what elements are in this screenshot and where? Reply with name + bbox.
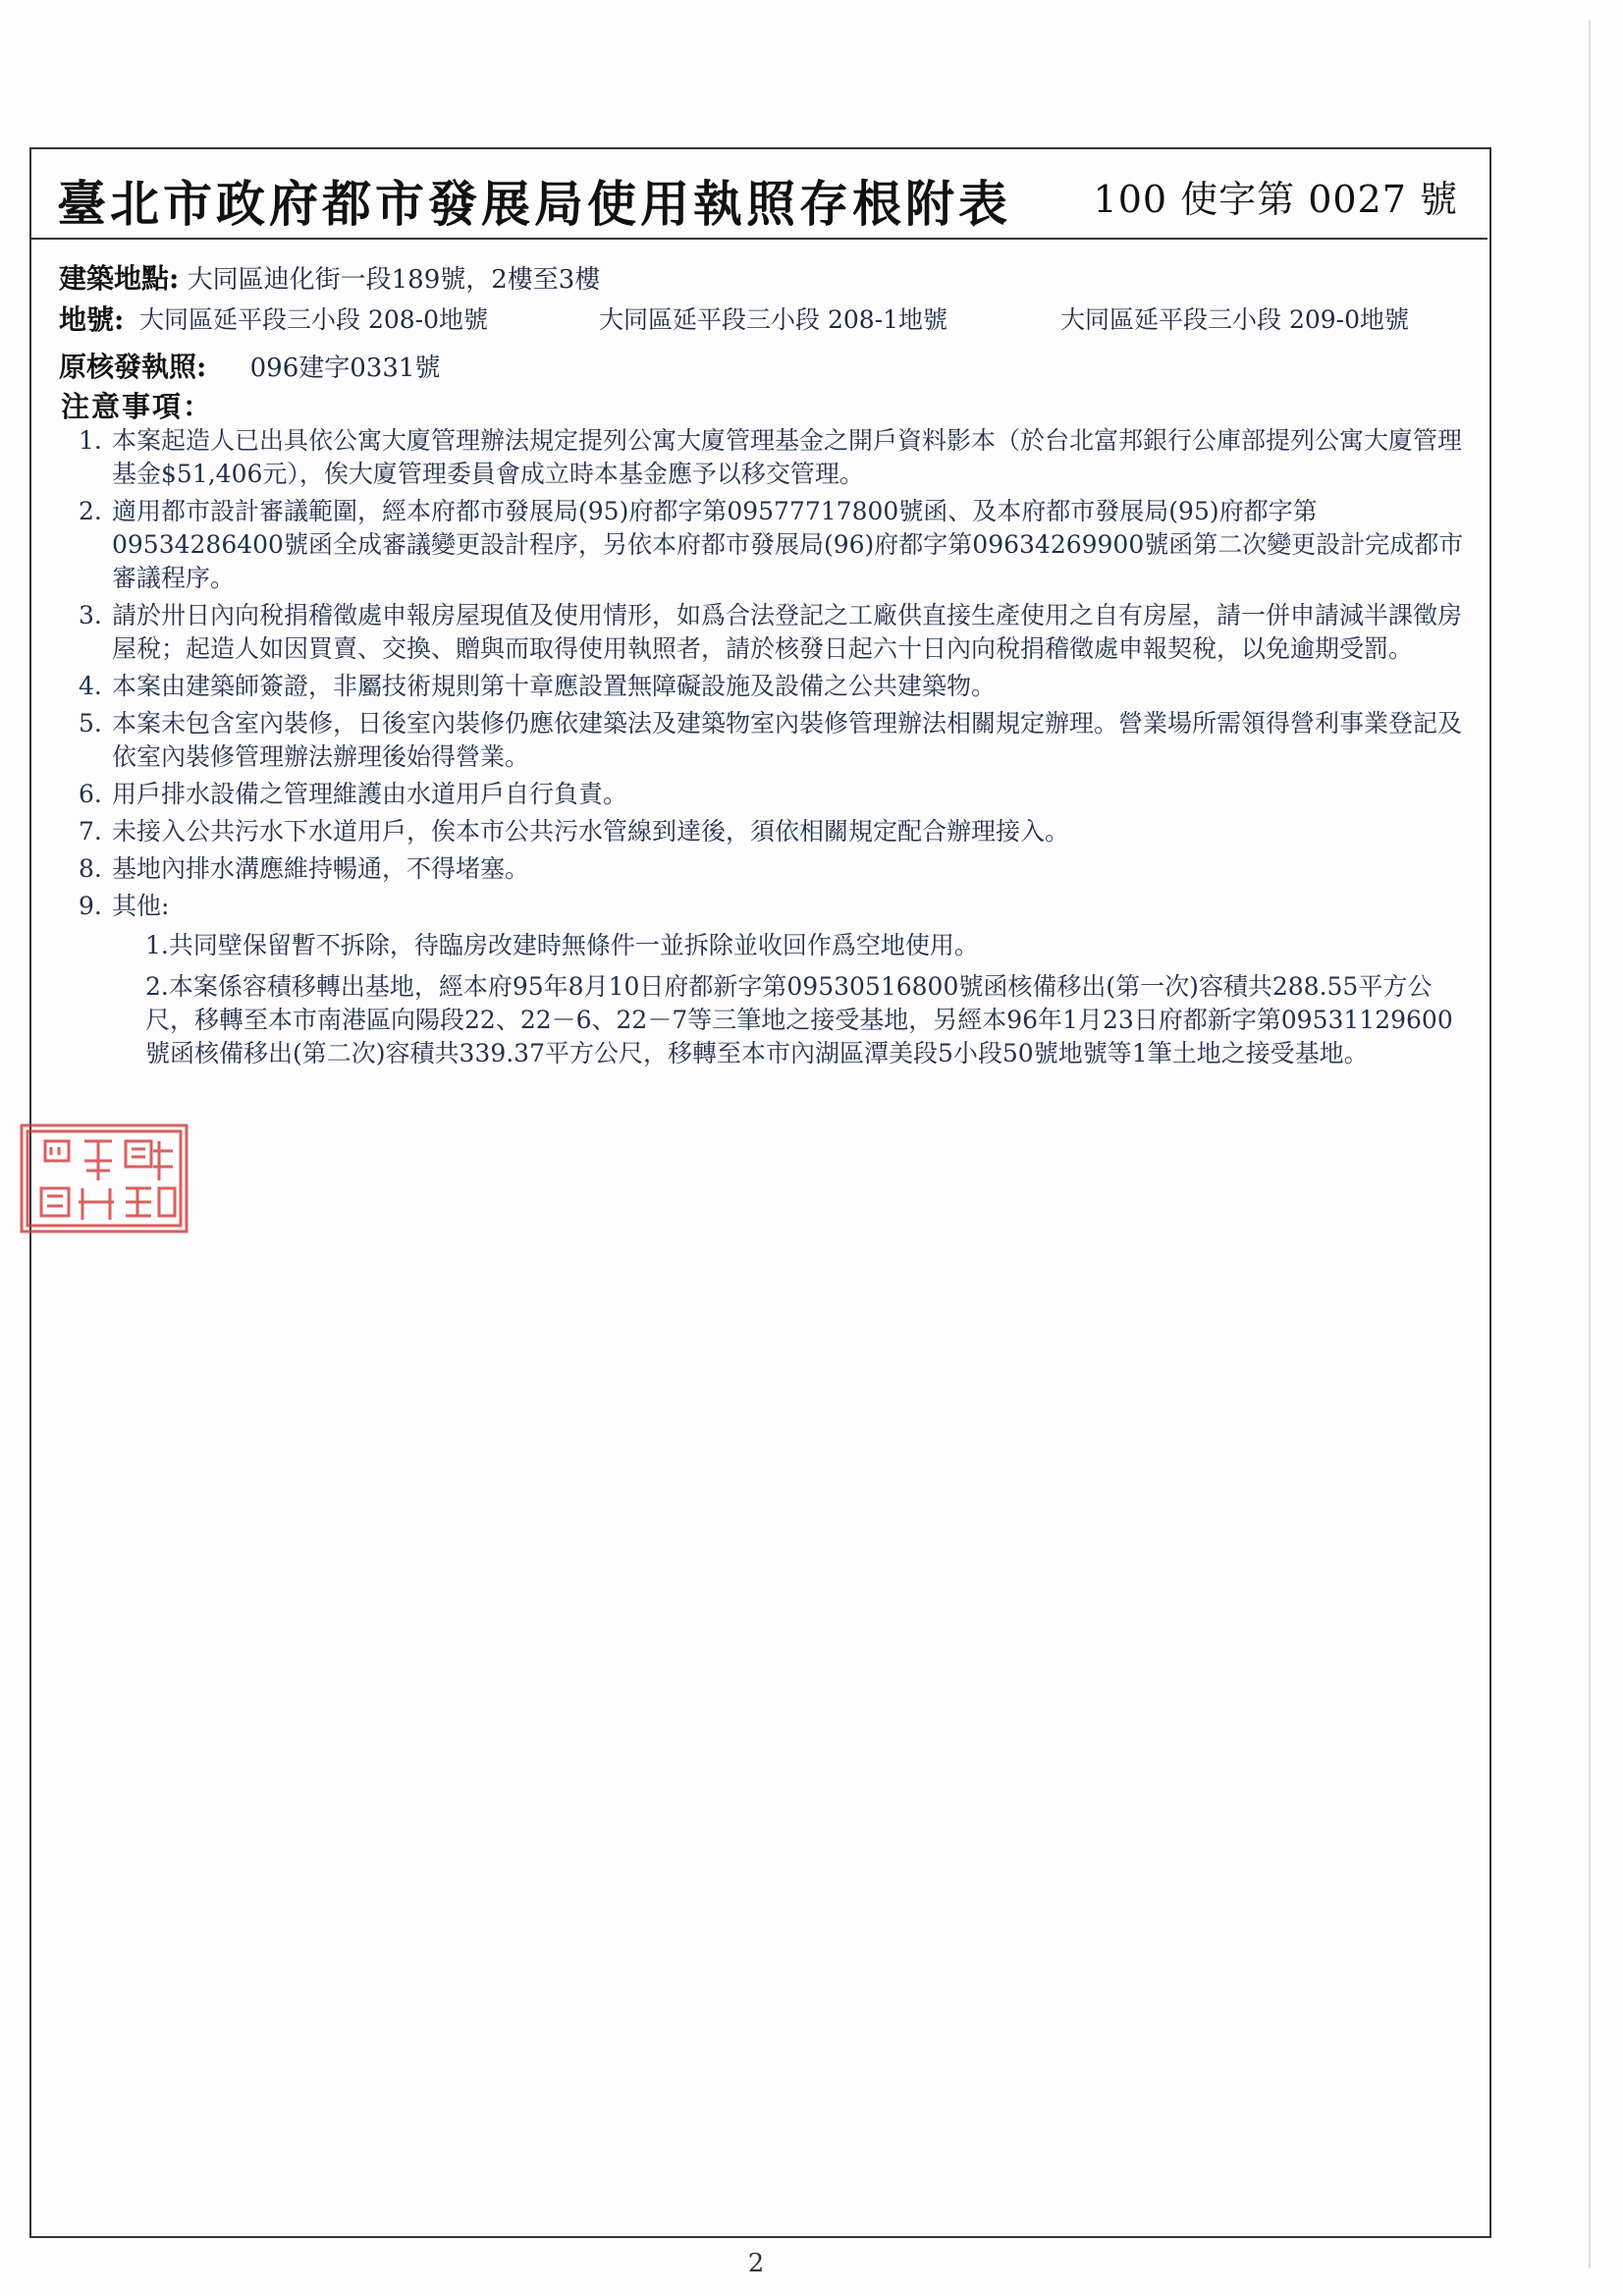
note-text: 本案起造人已出具依公寓大廈管理辦法規定提列公寓大廈管理基金之開戶資料影本（於台北富邦銀行公庫部提列公寓大廈管理基金$51,406元），俟大廈管理委員會成立時本基金應予以移交管理。 — [112, 426, 1463, 488]
note-item — [79, 424, 1473, 491]
original-permit-label: 原核發執照: — [59, 351, 207, 383]
note-text: 其他: — [112, 892, 170, 920]
lot-label: 地號: — [59, 303, 125, 336]
address-value: 大同區迪化街一段189號，2樓至3樓 — [187, 265, 601, 295]
note-text: 未接入公共污水下水道用戶，俟本市公共污水管線到達後，須依相關規定配合辦理接入。 — [112, 817, 1070, 846]
scan-edge — [1589, 20, 1591, 2269]
other-note-item: 2.本案係容積移轉出基地，經本府95年8月10日府都新字第09530516800號函核備移出(第一次)容積共288.55平方公尺，移轉至本市南港區向陽段22、22－6、22－7等三筆地之接受基地，另經本96年1月23日府都新字第09531129600號函核備移出(第二次)容積共339.37平方公尺，移轉至本市內湖區潭美段5小段50號地號等1筆土地之接受基地。 — [145, 972, 1453, 1067]
page-number: 2 — [747, 2249, 765, 2278]
notes-list — [79, 424, 1473, 1078]
notes-heading: 注意事項： — [61, 390, 214, 423]
note-number: 6. — [79, 780, 102, 808]
note-text: 請於卅日內向稅捐稽徵處申報房屋現值及使用情形，如爲合法登記之工廠供直接生產使用之自有房屋，請一併申請減半課徵房屋稅；起造人如因買賣、交換、贈與而取得使用執照者，請於核發日起六十日內向稅捐稽徵處申報契稅，以免逾期受罰。 — [112, 601, 1463, 663]
note-number: 1. — [79, 426, 102, 455]
lot-line — [59, 299, 124, 338]
note-text: 適用都市設計審議範圍，經本府都市發展局(95)府都字第09577717800號函、及本府都市發展局(95)府都字第09534286400號函全成審議變更設計程序，另依本府都市發展局(96)府都字第09634269900號函第二次變更設計完成都市審議程序。 — [112, 497, 1464, 592]
note-item — [79, 815, 1473, 848]
note-number: 3. — [79, 601, 102, 629]
note-number: 4. — [79, 672, 102, 700]
address-label: 建築地點: — [59, 262, 180, 295]
note-item — [79, 778, 1473, 811]
note-text: 基地內排水溝應維持暢通，不得堵塞。 — [112, 854, 530, 883]
header — [29, 147, 1488, 240]
note-text: 用戶排水設備之管理維護由水道用戶自行負責。 — [112, 780, 628, 808]
note-number: 7. — [79, 817, 102, 846]
lot-number-1: 大同區延平段三小段 208-0地號 — [139, 305, 489, 334]
note-text: 本案未包含室內裝修，日後室內裝修仍應依建築法及建築物室內裝修管理辦法相關規定辦理。營業場所需領得營利事業登記及依室內裝修管理辦法辦理後始得營業。 — [112, 709, 1463, 771]
lot-number-3: 大同區延平段三小段 209-0地號 — [1060, 305, 1410, 334]
note-item — [79, 890, 1473, 1070]
note-number: 2. — [79, 497, 102, 525]
note-item — [79, 707, 1473, 774]
note-item — [79, 599, 1473, 666]
address-line — [59, 257, 600, 297]
other-note-item: 1.共同壁保留暫不拆除，待臨房改建時無條件一並拆除並收回作爲空地使用。 — [145, 931, 979, 959]
official-seal-stamp — [16, 1120, 192, 1237]
note-item — [79, 670, 1473, 703]
permit-number: 100 使字第 0027 號 — [1093, 178, 1458, 221]
note-item — [79, 495, 1473, 595]
note-text: 本案由建築師簽證，非屬技術規則第十章應設置無障礙設施及設備之公共建築物。 — [112, 672, 997, 700]
lot-number-2: 大同區延平段三小段 208-1地號 — [599, 305, 948, 334]
original-permit-value: 096建字0331號 — [249, 354, 441, 383]
note-number: 5. — [79, 709, 102, 738]
note-number: 9. — [79, 892, 102, 920]
document-title: 臺北市政府都市發展局使用執照存根附表 — [57, 175, 1011, 233]
original-permit-line — [59, 346, 440, 385]
note-item — [79, 852, 1473, 886]
note-number: 8. — [79, 854, 102, 883]
other-notes — [112, 929, 1473, 1070]
